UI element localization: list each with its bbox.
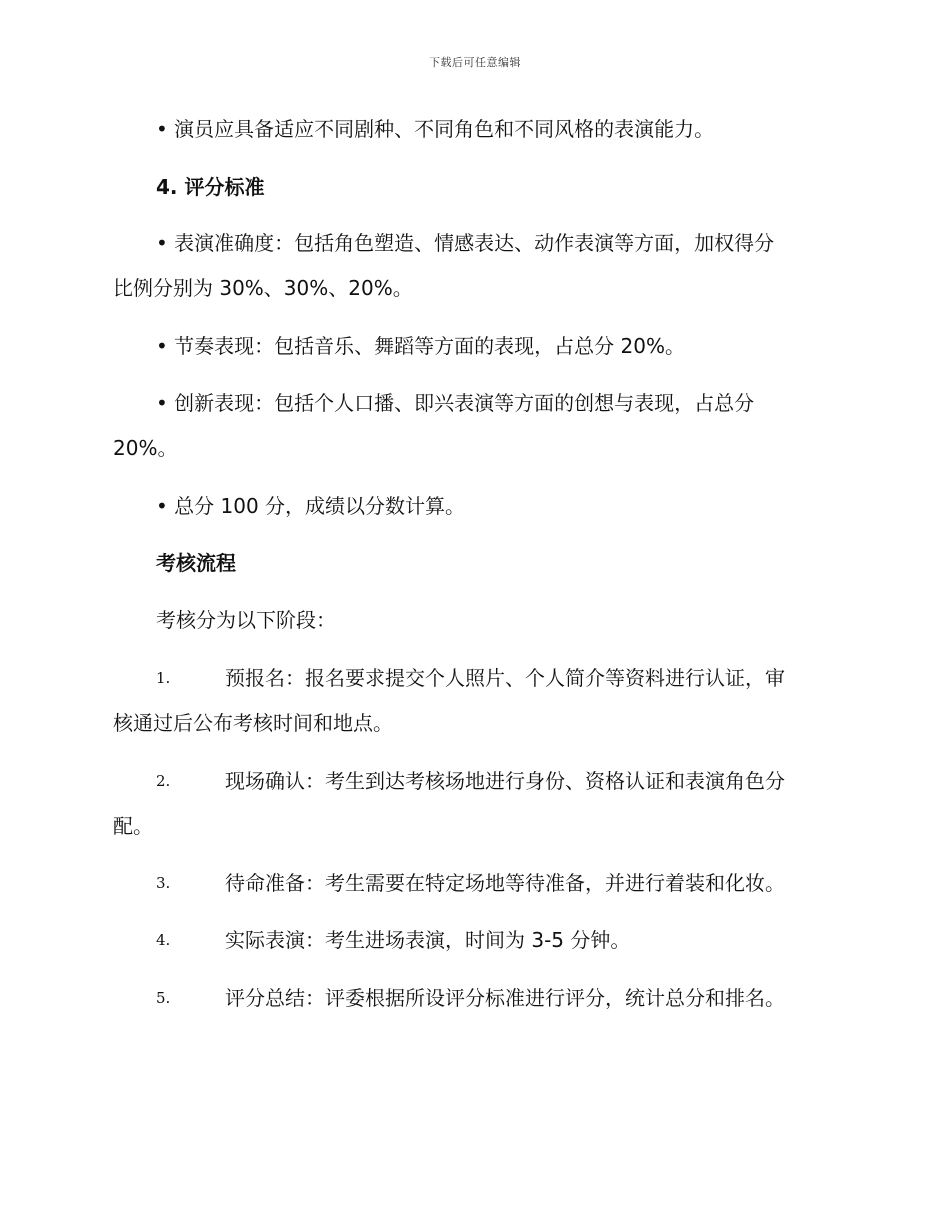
header-note: 下载后可任意编辑	[429, 56, 521, 69]
paragraph-stages-intro: 考核分为以下阶段：	[156, 608, 336, 632]
step-number: 1.	[156, 669, 171, 687]
step-text-line2: 核通过后公布考核时间和地点。	[113, 711, 393, 735]
step-text-line1: 评分总结：评委根据所设评分标准进行评分，统计总分和排名。	[225, 986, 785, 1010]
paragraph-innovation-line2: 20%。	[113, 436, 178, 460]
paragraph-versatility: • 演员应具备适应不同剧种、不同角色和不同风格的表演能力。	[156, 117, 715, 141]
section-heading-process: 考核流程	[156, 551, 236, 575]
step-text-line1: 实际表演：考生进场表演，时间为 3-5 分钟。	[225, 928, 631, 952]
step-number: 5.	[156, 989, 171, 1007]
paragraph-accuracy-line1: • 表演准确度：包括角色塑造、情感表达、动作表演等方面，加权得分	[156, 231, 775, 255]
step-text-line1: 待命准备：考生需要在特定场地等待准备，并进行着装和化妆。	[225, 871, 785, 895]
paragraph-total: • 总分 100 分，成绩以分数计算。	[156, 494, 466, 518]
step-text-line1: 现场确认：考生到达考核场地进行身份、资格认证和表演角色分	[225, 769, 785, 793]
step-number: 3.	[156, 874, 171, 892]
step-text-line1: 预报名：报名要求提交个人照片、个人简介等资料进行认证，审	[225, 666, 785, 690]
section-heading-scoring: 4. 评分标准	[156, 175, 265, 199]
step-text-line2: 配。	[113, 814, 153, 838]
paragraph-rhythm: • 节奏表现：包括音乐、舞蹈等方面的表现，占总分 20%。	[156, 334, 685, 358]
paragraph-innovation-line1: • 创新表现：包括个人口播、即兴表演等方面的创想与表现，占总分	[156, 391, 755, 415]
step-number: 4.	[156, 931, 171, 949]
paragraph-accuracy-line2: 比例分别为 30%、30%、20%。	[113, 276, 413, 300]
step-number: 2.	[156, 772, 171, 790]
